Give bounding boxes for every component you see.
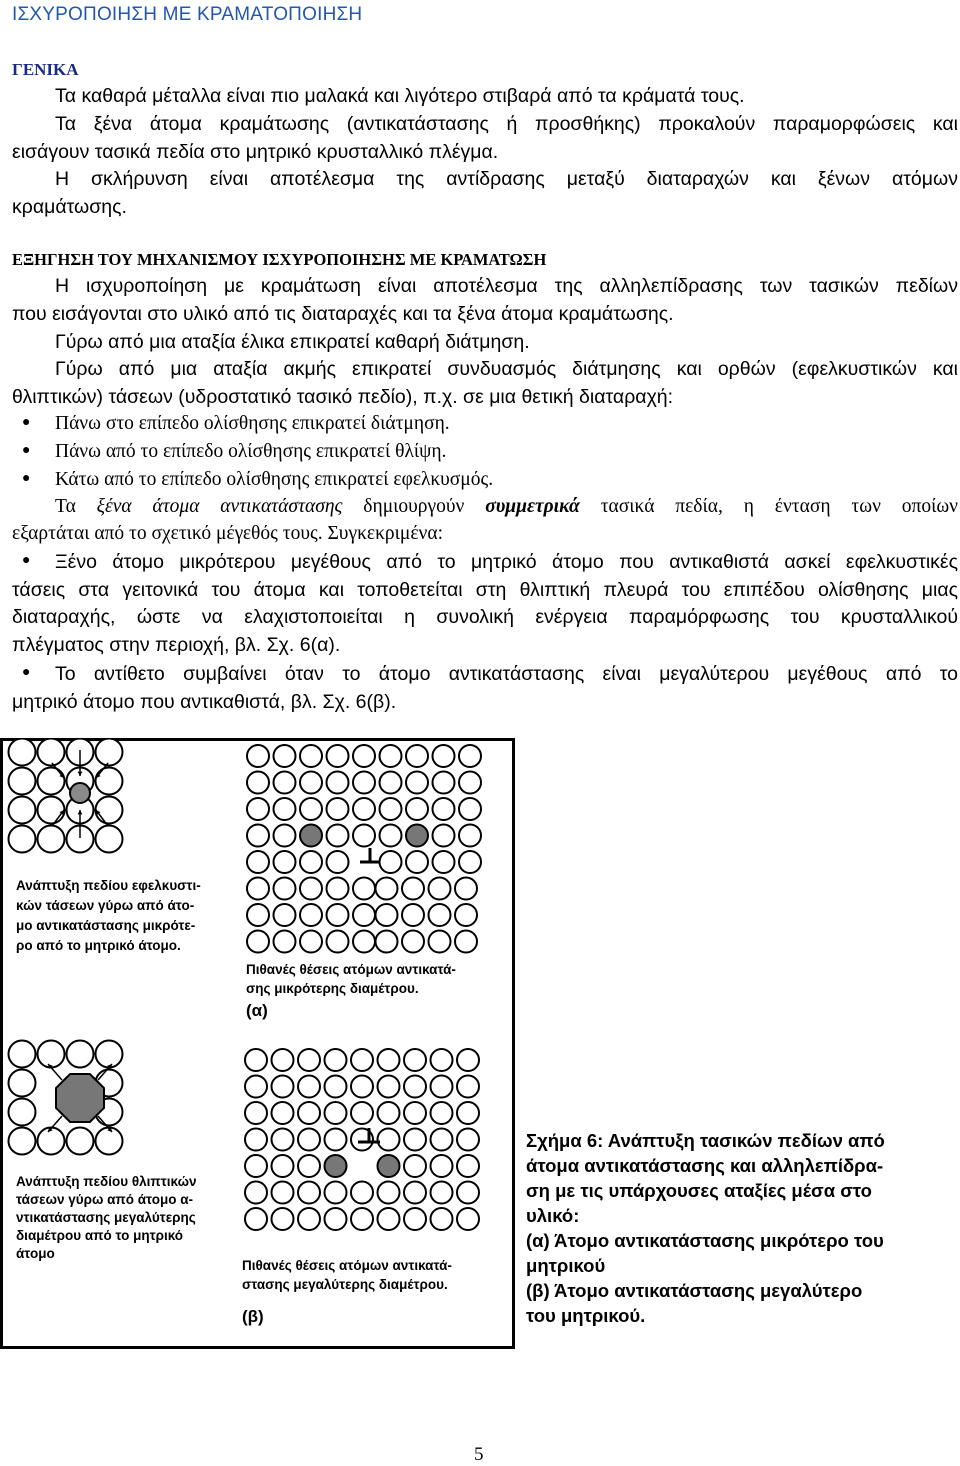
atom-circle — [433, 851, 455, 873]
atom-circle — [9, 1128, 36, 1155]
atom-circle — [455, 931, 477, 953]
atom-circle — [353, 745, 375, 767]
atom-circle — [404, 1049, 426, 1071]
atom-circle — [327, 745, 349, 767]
atom-circle — [378, 1208, 400, 1230]
symmetric-fields-line-1: Τα ξένα άτομα αντικατάστασης δημιουργούν συμμετρικά τασικά πεδία, η ένταση των οποίων — [55, 496, 958, 517]
atom-circle — [455, 878, 477, 900]
atom-circle — [457, 1049, 479, 1071]
atom-circle — [272, 1182, 294, 1204]
atom-circle — [380, 745, 402, 767]
caption-line: άτομα αντικατάστασης και αλληλεπίδρα- — [526, 1155, 884, 1176]
bullet-icon: ● — [22, 553, 31, 568]
atom-circle — [404, 1155, 426, 1177]
atom-circle — [378, 1129, 400, 1151]
atom-circle — [380, 772, 402, 794]
atom-circle — [353, 772, 375, 794]
figure-a-left-label-4: ρο από το μητρικό άτομο. — [16, 938, 181, 953]
atom-circle — [247, 745, 269, 767]
atom-circle — [9, 826, 36, 853]
atom-circle — [459, 745, 481, 767]
bullet-item-shear: Πάνω στο επίπεδο ολίσθησης επικρατεί διάτμηση. — [55, 413, 450, 434]
atom-circle — [247, 878, 269, 900]
caption-line: ση με τις υπάρχουσες αταξίες μέσα στο — [526, 1180, 872, 1201]
large-substitution-atom — [56, 1074, 104, 1122]
explanation-line-4: Γύρω από μια αταξία ακμής επικρατεί συνδυασμός διάτμησης και ορθών (εφελκυστικών και — [55, 358, 958, 380]
atom-circle — [429, 904, 451, 926]
atom-circle — [406, 825, 428, 847]
atom-circle — [402, 931, 424, 953]
atom-circle — [38, 1128, 65, 1155]
atom-circle — [247, 931, 269, 953]
atom-circle — [274, 798, 296, 820]
atom-circle — [274, 772, 296, 794]
figure-6-diagram — [0, 738, 515, 1350]
atom-circle — [459, 798, 481, 820]
atom-circle — [351, 1102, 373, 1124]
explanation-line-2: που εισάγονται στο υλικό από τις διαταραχές και τα ξένα άτομα κραμάτωσης. — [12, 303, 674, 325]
atom-circle — [272, 1208, 294, 1230]
smaller-atom-line-4: πλέγματος στην περιοχή, βλ. Σχ. 6(α). — [12, 634, 341, 656]
smaller-atom-line-2: τάσεις στα γειτονικά του άτομα και τοποθετείται στη θλιπτική πλευρά του επιπέδου ολίσθησης μιας — [12, 579, 958, 601]
bullet-icon: ● — [22, 471, 31, 486]
atom-circle — [457, 1076, 479, 1098]
atom-circle — [247, 772, 269, 794]
atom-circle — [455, 904, 477, 926]
atom-circle — [431, 1208, 453, 1230]
atom-circle — [67, 1041, 94, 1068]
atom-circle — [325, 1102, 347, 1124]
atom-circle — [38, 768, 65, 795]
atom-circle — [272, 1049, 294, 1071]
general-line-4: Η σκλήρυνση είναι αποτέλεσμα της αντίδρασης μεταξύ διαταραχών και ξένων ατόμων — [55, 168, 958, 190]
atom-circle — [247, 798, 269, 820]
atom-circle — [298, 1155, 320, 1177]
atom-circle — [300, 745, 322, 767]
atom-circle — [459, 825, 481, 847]
atom-circle — [274, 878, 296, 900]
atom-circle — [433, 798, 455, 820]
atom-circle — [96, 768, 123, 795]
atom-circle — [272, 1155, 294, 1177]
atom-circle — [327, 931, 349, 953]
figure-b-right-label-2: στασης μεγαλύτερης διαμέτρου. — [242, 1277, 448, 1292]
atom-circle — [274, 745, 296, 767]
atom-circle — [9, 1099, 36, 1126]
atom-circle — [38, 739, 65, 766]
atom-circle — [457, 1102, 479, 1124]
atom-circle — [402, 904, 424, 926]
atom-circle — [96, 826, 123, 853]
figure-a-lattice-smaller-atom — [9, 739, 123, 853]
atom-circle — [327, 904, 349, 926]
atom-circle — [457, 1208, 479, 1230]
atom-circle — [67, 1128, 94, 1155]
figure-b-left-label-5: άτομο — [16, 1246, 55, 1261]
bullet-item-tension: Κάτω από το επίπεδο ολίσθησης επικρατεί εφελκυσμός. — [55, 469, 494, 490]
bullet-icon: ● — [22, 443, 31, 458]
atom-circle — [431, 1076, 453, 1098]
atom-circle — [378, 1102, 400, 1124]
atom-circle — [272, 1129, 294, 1151]
atom-circle — [325, 1208, 347, 1230]
atom-circle — [247, 825, 269, 847]
atom-circle — [378, 1049, 400, 1071]
atom-circle — [325, 1049, 347, 1071]
figure-a-right-label-2: σης μικρότερης διαμέτρου. — [246, 981, 419, 996]
atom-circle — [327, 851, 349, 873]
general-line-2: Τα ξένα άτομα κραμάτωσης (αντικατάστασης ή προσθήκης) προκαλούν παραμορφώσεις και — [55, 113, 958, 135]
symmetric-fields-line-2: εξαρτάται από το σχετικό μέγεθός τους. Συγκεκριμένα: — [12, 523, 443, 544]
atom-circle — [351, 1182, 373, 1204]
general-line-1: Τα καθαρά μέταλλα είναι πιο μαλακά και λιγότερο στιβαρά από τα κράματά τους. — [55, 85, 745, 107]
atom-circle — [406, 745, 428, 767]
atom-circle — [459, 772, 481, 794]
page-number: 5 — [474, 1444, 484, 1465]
atom-circle — [433, 825, 455, 847]
atom-circle — [96, 797, 123, 824]
atom-circle — [351, 1076, 373, 1098]
atom-circle — [404, 1129, 426, 1151]
atom-circle — [404, 1102, 426, 1124]
figure-b-lattice-larger-atom — [9, 1041, 123, 1155]
atom-circle — [9, 739, 36, 766]
atom-circle — [457, 1155, 479, 1177]
figure-a-right-label-1: Πιθανές θέσεις ατόμων αντικατά- — [246, 962, 456, 977]
atom-circle — [9, 768, 36, 795]
atom-circle — [274, 825, 296, 847]
atom-circle — [378, 1155, 400, 1177]
atom-circle — [300, 772, 322, 794]
atom-circle — [353, 904, 375, 926]
atom-circle — [298, 1129, 320, 1151]
figure-caption — [526, 1128, 958, 1328]
atom-circle — [38, 797, 65, 824]
figure-a-left-label-3: μο αντικατάστασης μικρότε- — [16, 918, 196, 933]
caption-line: (α) Άτομο αντικατάστασης μικρότερο του — [526, 1230, 884, 1251]
figure-a-lattice-dislocation — [247, 745, 481, 953]
atom-circle — [96, 739, 123, 766]
figure-b-left-label-1: Ανάπτυξη πεδίου θλιπτικών — [16, 1174, 197, 1189]
atom-circle — [245, 1049, 267, 1071]
explanation-line-1: Η ισχυροποίηση με κραμάτωση είναι αποτέλεσμα της αλληλεπίδρασης των τασικών πεδίων — [55, 275, 958, 297]
atom-circle — [245, 1102, 267, 1124]
atom-circle — [325, 1076, 347, 1098]
figure-b-right-label-1: Πιθανές θέσεις ατόμων αντικατά- — [242, 1258, 452, 1273]
atom-circle — [245, 1155, 267, 1177]
atom-circle — [378, 1076, 400, 1098]
figure-b-lattice-dislocation — [245, 1049, 479, 1230]
atom-circle — [274, 904, 296, 926]
atom-circle — [327, 825, 349, 847]
atom-circle — [327, 798, 349, 820]
atom-circle — [298, 1182, 320, 1204]
figure-b-tag: (β) — [242, 1307, 264, 1326]
atom-circle — [351, 1049, 373, 1071]
atom-circle — [457, 1129, 479, 1151]
figure-b-left-label-3: ντικατάστασης μεγαλύτερης — [16, 1210, 196, 1225]
caption-line: Σχήμα 6: Ανάπτυξη τασικών πεδίων από — [526, 1130, 885, 1151]
larger-atom-line-1: Το αντίθετο συμβαίνει όταν το άτομο αντικατάστασης είναι μεγαλύτερου μεγέθους από το — [55, 663, 958, 685]
atom-circle — [431, 1182, 453, 1204]
caption-line: μητρικού — [526, 1255, 606, 1276]
figure-a-left-label-2: κών τάσεων γύρω από άτο- — [16, 898, 195, 913]
atom-circle — [406, 772, 428, 794]
atom-circle — [351, 1208, 373, 1230]
atom-circle — [298, 1102, 320, 1124]
atom-circle — [247, 904, 269, 926]
atom-circle — [300, 904, 322, 926]
atom-circle — [376, 931, 398, 953]
atom-circle — [457, 1182, 479, 1204]
atom-circle — [300, 878, 322, 900]
caption-line: (β) Άτομο αντικατάστασης μεγαλύτερο — [526, 1280, 863, 1301]
atom-circle — [402, 878, 424, 900]
atom-circle — [325, 1182, 347, 1204]
caption-line: του μητρικού. — [526, 1305, 646, 1326]
atom-circle — [274, 931, 296, 953]
atom-circle — [325, 1155, 347, 1177]
atom-circle — [300, 851, 322, 873]
atom-circle — [380, 825, 402, 847]
general-line-3: εισάγουν τασικά πεδία στο μητρικό κρυσταλλικό πλέγμα. — [12, 141, 499, 163]
atom-circle — [96, 1041, 123, 1068]
atom-circle — [96, 1128, 123, 1155]
smaller-atom-line-3: διαταραχής, ώστε να ελαχιστοποιείται η συνολική ενέργεια παραμόρφωσης του κρυσταλλικού — [12, 606, 958, 628]
atom-circle — [376, 878, 398, 900]
atom-circle — [404, 1182, 426, 1204]
smaller-atom-line-1: Ξένο άτομο μικρότερου μεγέθους από το μητρικό άτομο που αντικαθιστά ασκεί εφελκυστικές — [55, 551, 958, 573]
atom-circle — [404, 1076, 426, 1098]
atom-circle — [433, 745, 455, 767]
atom-circle — [353, 931, 375, 953]
atom-circle — [404, 1208, 426, 1230]
bullet-item-compression: Πάνω από το επίπεδο ολίσθησης επικρατεί θλίψη. — [55, 441, 447, 462]
figure-a-left-label-1: Ανάπτυξη πεδίου εφελκυστι- — [16, 878, 201, 893]
atom-circle — [327, 878, 349, 900]
atom-circle — [327, 772, 349, 794]
figure-b-left-label-4: διαμέτρου από το μητρικό — [16, 1228, 184, 1243]
atom-circle — [300, 798, 322, 820]
atom-circle — [433, 772, 455, 794]
atom-circle — [298, 1076, 320, 1098]
atom-circle — [9, 797, 36, 824]
atom-circle — [431, 1129, 453, 1151]
atom-circle — [353, 825, 375, 847]
larger-atom-line-2: μητρικό άτομο που αντικαθιστά, βλ. Σχ. 6(β). — [12, 691, 397, 713]
figure-b-left-label-2: τάσεων γύρω από άτομο α- — [16, 1192, 194, 1207]
atom-circle — [38, 826, 65, 853]
atom-circle — [300, 931, 322, 953]
section-explanation-heading: ΕΞΗΓΗΣΗ ΤΟΥ ΜΗΧΑΝΙΣΜΟΥ ΙΣΧΥΡΟΠΟΙΗΣΗΣ ΜΕ ΚΡΑΜΑΤΩΣΗ — [12, 250, 547, 269]
atom-circle — [245, 1129, 267, 1151]
atom-circle — [431, 1102, 453, 1124]
atom-circle — [9, 1070, 36, 1097]
atom-circle — [380, 851, 402, 873]
bullet-icon: ● — [22, 665, 31, 680]
page-title: ΙΣΧΥΡΟΠΟΙΗΣΗ ΜΕ ΚΡΑΜΑΤΟΠΟΙΗΣΗ — [12, 4, 363, 25]
explanation-line-3: Γύρω από μια αταξία έλικα επικρατεί καθαρή διάτμηση. — [55, 331, 530, 353]
general-line-5: κραμάτωσης. — [12, 196, 127, 218]
bullet-icon: ● — [22, 415, 31, 430]
atom-circle — [325, 1129, 347, 1151]
atom-circle — [429, 878, 451, 900]
atom-circle — [459, 851, 481, 873]
atom-circle — [380, 798, 402, 820]
atom-circle — [245, 1182, 267, 1204]
atom-circle — [300, 825, 322, 847]
atom-circle — [376, 904, 398, 926]
atom-circle — [298, 1208, 320, 1230]
atom-circle — [272, 1102, 294, 1124]
atom-circle — [431, 1049, 453, 1071]
atom-circle — [245, 1208, 267, 1230]
atom-circle — [298, 1049, 320, 1071]
atom-circle — [9, 1041, 36, 1068]
atom-circle — [274, 851, 296, 873]
section-general-heading: ΓΕΝΙΚΑ — [12, 60, 79, 79]
atom-circle — [429, 931, 451, 953]
atom-circle — [70, 783, 90, 803]
caption-line: υλικό: — [526, 1205, 580, 1226]
atom-circle — [353, 878, 375, 900]
explanation-line-5: θλιπτικών) τάσεων (υδροστατικό τασικό πεδίο), π.χ. σε μια θετική διαταραχή: — [12, 386, 674, 408]
atom-circle — [245, 1076, 267, 1098]
figure-a-tag: (α) — [246, 1001, 268, 1020]
atom-circle — [431, 1155, 453, 1177]
atom-circle — [378, 1182, 400, 1204]
atom-circle — [353, 798, 375, 820]
atom-circle — [406, 798, 428, 820]
atom-circle — [406, 851, 428, 873]
atom-circle — [38, 1041, 65, 1068]
atom-circle — [247, 851, 269, 873]
atom-circle — [272, 1076, 294, 1098]
